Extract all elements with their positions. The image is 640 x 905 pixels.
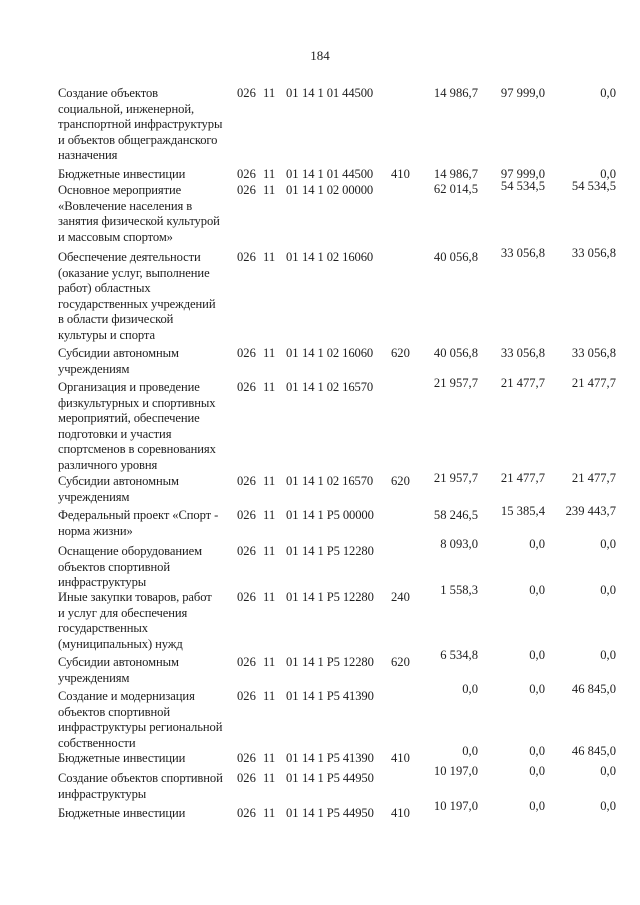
- row-name: Субсидии автономным учреждениям: [58, 474, 179, 504]
- row-value-2: 97 999,0: [500, 86, 545, 100]
- row-value-2: 0,0: [529, 648, 545, 662]
- row-value-3: 0,0: [600, 799, 616, 813]
- row-target-code: 14 1 02 16060: [302, 346, 374, 360]
- row-target-code: 14 1 P5 12280: [302, 655, 374, 669]
- row-name: Создание и модернизация объектов спортивной инфраструктуры региональной собственности: [58, 689, 223, 750]
- row-section-code: 11: [263, 380, 276, 394]
- row-value-1: 1 558,3: [440, 583, 478, 597]
- row-gov-code: 026: [237, 771, 256, 785]
- row-value-1: 21 957,7: [433, 376, 478, 390]
- row-subsection-code: 01: [286, 590, 299, 604]
- row-subsection-code: 01: [286, 751, 299, 765]
- row-target-code: 14 1 02 16570: [302, 474, 374, 488]
- row-value-2: 33 056,8: [500, 246, 545, 260]
- row-section-code: 11: [263, 689, 276, 703]
- row-gov-code: 026: [237, 590, 256, 604]
- row-target-code: 14 1 01 44500: [302, 167, 374, 181]
- row-value-1: 58 246,5: [433, 508, 478, 522]
- row-subsection-code: 01: [286, 474, 299, 488]
- row-name: Основное мероприятие «Вовлечение населения в занятия физической культурой и массовым спортом»: [58, 183, 220, 244]
- row-gov-code: 026: [237, 689, 256, 703]
- row-expense-code: 240: [391, 590, 410, 604]
- row-name: Бюджетные инвестиции: [58, 167, 186, 181]
- row-section-code: 11: [263, 167, 276, 181]
- row-value-2: 97 999,0: [500, 167, 545, 181]
- row-subsection-code: 01: [286, 167, 299, 181]
- row-section-code: 11: [263, 250, 276, 264]
- row-subsection-code: 01: [286, 346, 299, 360]
- row-subsection-code: 01: [286, 544, 299, 558]
- row-expense-code: 410: [391, 751, 410, 765]
- row-section-code: 11: [263, 655, 276, 669]
- row-value-3: 0,0: [600, 86, 616, 100]
- row-expense-code: 620: [391, 346, 410, 360]
- row-value-3: 54 534,5: [571, 179, 616, 193]
- row-value-1: 40 056,8: [433, 250, 478, 264]
- row-value-2: 0,0: [529, 799, 545, 813]
- row-value-1: 14 986,7: [433, 167, 478, 181]
- row-value-3: 33 056,8: [571, 246, 616, 260]
- row-gov-code: 026: [237, 167, 256, 181]
- row-name: Бюджетные инвестиции: [58, 751, 186, 765]
- row-target-code: 14 1 P5 44950: [302, 771, 374, 785]
- row-name: Федеральный проект «Спорт - норма жизни»: [58, 508, 219, 538]
- row-value-2: 21 477,7: [500, 376, 545, 390]
- row-value-1: 40 056,8: [433, 346, 478, 360]
- row-section-code: 11: [263, 346, 276, 360]
- row-target-code: 14 1 02 16570: [302, 380, 374, 394]
- row-subsection-code: 01: [286, 86, 299, 100]
- row-value-2: 0,0: [529, 744, 545, 758]
- row-value-2: 0,0: [529, 583, 545, 597]
- row-name: Бюджетные инвестиции: [58, 806, 186, 820]
- row-expense-code: 620: [391, 474, 410, 488]
- row-value-1: 0,0: [462, 744, 478, 758]
- row-value-3: 0,0: [600, 764, 616, 778]
- row-value-1: 0,0: [462, 682, 478, 696]
- row-gov-code: 026: [237, 380, 256, 394]
- row-subsection-code: 01: [286, 508, 299, 522]
- row-target-code: 14 1 P5 12280: [302, 544, 374, 558]
- row-value-2: 21 477,7: [500, 471, 545, 485]
- row-value-3: 0,0: [600, 537, 616, 551]
- row-name: Организация и проведение физкультурных и спортивных мероприятий, обеспечение подготовки и участия спортсменов в соревнованиях различного уровня: [58, 380, 216, 472]
- row-value-3: 0,0: [600, 583, 616, 597]
- row-value-2: 54 534,5: [500, 179, 545, 193]
- row-gov-code: 026: [237, 86, 256, 100]
- row-expense-code: 620: [391, 655, 410, 669]
- row-value-3: 46 845,0: [571, 682, 616, 696]
- row-value-1: 10 197,0: [433, 799, 478, 813]
- row-expense-code: 410: [391, 167, 410, 181]
- row-subsection-code: 01: [286, 806, 299, 820]
- row-name: Создание объектов социальной, инженерной, транспортной инфраструктуры и объектов общегражданского назначения: [58, 86, 223, 162]
- row-gov-code: 026: [237, 751, 256, 765]
- row-target-code: 14 1 02 16060: [302, 250, 374, 264]
- row-section-code: 11: [263, 474, 276, 488]
- row-gov-code: 026: [237, 250, 256, 264]
- row-target-code: 14 1 P5 44950: [302, 806, 374, 820]
- row-value-3: 46 845,0: [571, 744, 616, 758]
- row-target-code: 14 1 P5 41390: [302, 689, 374, 703]
- row-value-2: 0,0: [529, 537, 545, 551]
- row-target-code: 14 1 P5 12280: [302, 590, 374, 604]
- row-value-3: 33 056,8: [571, 346, 616, 360]
- row-gov-code: 026: [237, 544, 256, 558]
- row-name: Субсидии автономным учреждениям: [58, 346, 179, 376]
- row-section-code: 11: [263, 751, 276, 765]
- row-section-code: 11: [263, 86, 276, 100]
- row-value-1: 8 093,0: [440, 537, 478, 551]
- row-value-1: 62 014,5: [433, 182, 478, 196]
- row-subsection-code: 01: [286, 771, 299, 785]
- row-section-code: 11: [263, 771, 276, 785]
- row-subsection-code: 01: [286, 689, 299, 703]
- row-gov-code: 026: [237, 655, 256, 669]
- row-section-code: 11: [263, 508, 276, 522]
- row-target-code: 14 1 01 44500: [302, 86, 374, 100]
- row-value-2: 0,0: [529, 682, 545, 696]
- row-subsection-code: 01: [286, 655, 299, 669]
- row-value-1: 6 534,8: [440, 648, 478, 662]
- row-section-code: 11: [263, 544, 276, 558]
- row-expense-code: 410: [391, 806, 410, 820]
- row-gov-code: 026: [237, 183, 256, 197]
- row-value-3: 21 477,7: [571, 471, 616, 485]
- row-gov-code: 026: [237, 508, 256, 522]
- row-name: Создание объектов спортивной инфраструктуры: [58, 771, 223, 801]
- row-value-3: 0,0: [600, 167, 616, 181]
- row-value-1: 21 957,7: [433, 471, 478, 485]
- row-value-1: 14 986,7: [433, 86, 478, 100]
- row-value-3: 239 443,7: [565, 504, 616, 518]
- row-value-2: 0,0: [529, 764, 545, 778]
- row-subsection-code: 01: [286, 250, 299, 264]
- page-number: 184: [310, 48, 330, 63]
- row-value-3: 21 477,7: [571, 376, 616, 390]
- row-value-2: 15 385,4: [500, 504, 545, 518]
- row-subsection-code: 01: [286, 380, 299, 394]
- row-gov-code: 026: [237, 346, 256, 360]
- row-value-3: 0,0: [600, 648, 616, 662]
- row-section-code: 11: [263, 183, 276, 197]
- row-target-code: 14 1 02 00000: [302, 183, 374, 197]
- row-target-code: 14 1 P5 00000: [302, 508, 374, 522]
- row-name: Иные закупки товаров, работ и услуг для обеспечения государственных (муниципальных) нужд: [58, 590, 212, 651]
- row-gov-code: 026: [237, 474, 256, 488]
- row-subsection-code: 01: [286, 183, 299, 197]
- row-name: Субсидии автономным учреждениям: [58, 655, 179, 685]
- row-name: Обеспечение деятельности (оказание услуг, выполнение работ) областных государственных учреждений в области физической культуры и спорта: [58, 250, 216, 342]
- row-value-1: 10 197,0: [433, 764, 478, 778]
- row-target-code: 14 1 P5 41390: [302, 751, 374, 765]
- row-section-code: 11: [263, 806, 276, 820]
- row-section-code: 11: [263, 590, 276, 604]
- row-value-2: 33 056,8: [500, 346, 545, 360]
- row-gov-code: 026: [237, 806, 256, 820]
- row-name: Оснащение оборудованием объектов спортивной инфраструктуры: [58, 544, 202, 589]
